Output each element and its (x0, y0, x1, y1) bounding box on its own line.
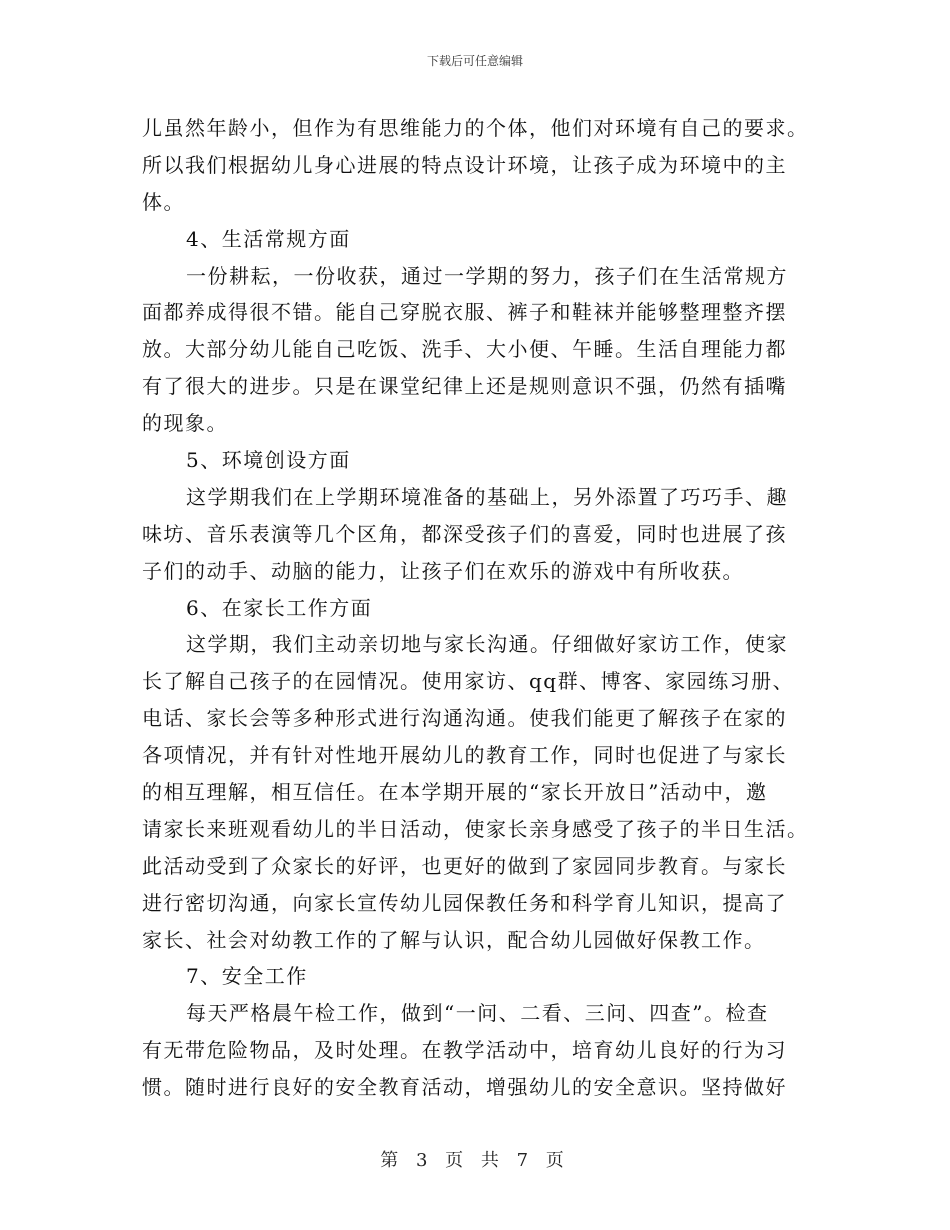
text-line: 请家长来班观看幼儿的半日活动，使家长亲身感受了孩子的半日生活。 (142, 816, 809, 841)
text-line: 子们的动手、动脑的能力，让孩子们在欢乐的游戏中有所收获。 (142, 558, 744, 583)
text-line: 各项情况，并有针对性地开展幼儿的教育工作，同时也促进了与家长 (142, 743, 787, 768)
text-line: 放。大部分幼儿能自己吃饭、洗手、大小便、午睡。生活自理能力都 (142, 337, 787, 362)
text-line: 这学期，我们主动亲切地与家长沟通。仔细做好家访工作，使家 (186, 632, 788, 657)
text-line: 儿虽然年龄小，但作为有思维能力的个体，他们对环境有自己的要求。 (142, 116, 809, 140)
section-heading: 5、环境创设方面 (186, 448, 351, 473)
section-heading: 7、安全工作 (186, 964, 308, 989)
text-line: 进行密切沟通，向家长宣传幼儿园保教任务和科学育儿知识，提高了 (142, 890, 787, 915)
text-line: 每天严格晨午检工作，做到“一问、二看、三问、四查”。检查 (186, 1001, 769, 1026)
text-line: 电话、家长会等多种形式进行沟通沟通。使我们能更了解孩子在家的 (142, 706, 787, 731)
text-line: 一份耕耘，一份收获，通过一学期的努力，孩子们在生活常规方 (186, 263, 788, 288)
text-line: 这学期我们在上学期环境准备的基础上，另外添置了巧巧手、趣 (186, 484, 788, 509)
text-line: 家长、社会对幼教工作的了解与认识，配合幼儿园做好保教工作。 (142, 927, 766, 952)
text-line: 此活动受到了众家长的好评，也更好的做到了家园同步教育。与家长 (142, 853, 787, 878)
text-line: 面都养成得很不错。能自己穿脱衣服、裤子和鞋袜并能够整理整齐摆 (142, 300, 787, 325)
text-line: 的相互理解，相互信任。在本学期开展的“家长开放日”活动中，邀 (142, 780, 768, 805)
section-heading: 6、在家长工作方面 (186, 595, 373, 620)
text-line: 体。 (142, 189, 185, 214)
section-heading: 4、生活常规方面 (186, 226, 351, 251)
page-header: 下载后可任意编辑 (426, 54, 523, 68)
document-body (142, 110, 810, 1106)
text-line: 长了解自己孩子的在园情况。使用家访、qq群、博客、家园练习册、 (142, 669, 795, 694)
text-line: 有无带危险物品，及时处理。在教学活动中，培育幼儿良好的行为习 (142, 1038, 787, 1063)
text-line: 味坊、音乐表演等几个区角，都深受孩子们的喜爱，同时也进展了孩 (142, 521, 787, 546)
text-line: 有了很大的进步。只是在课堂纪律上还是规则意识不强，仍然有插嘴 (142, 374, 787, 399)
text-line: 所以我们根据幼儿身心进展的特点设计环境，让孩子成为环境中的主 (142, 152, 787, 177)
text-line: 的现象。 (142, 411, 228, 436)
page-number-footer: 第 3 页 共 7 页 (380, 1150, 570, 1171)
text-line: 惯。随时进行良好的安全教育活动，增强幼儿的安全意识。坚持做好 (142, 1075, 787, 1100)
